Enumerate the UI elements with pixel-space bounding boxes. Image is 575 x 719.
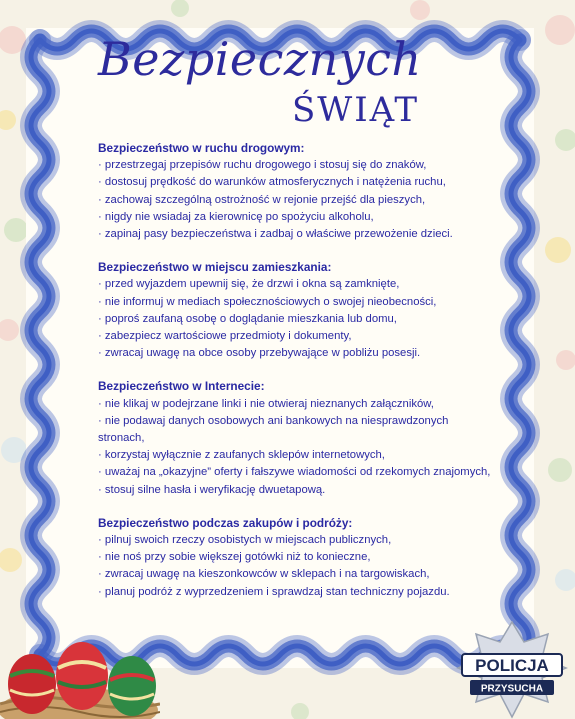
list-item: · przestrzegaj przepisów ruchu drogowego i stosuj się do znaków, <box>98 157 498 174</box>
tips-list <box>98 157 498 243</box>
section-heading: Bezpieczeństwo podczas zakupów i podróży: <box>98 515 353 530</box>
section-shopping-travel-safety <box>98 515 498 601</box>
easter-eggs-illustration <box>0 618 160 719</box>
list-item: · nie informuj w mediach społecznościowych o swojej nieobecności, <box>98 294 498 311</box>
title-line-2: ŚWIĄT <box>292 90 420 130</box>
list-item: · korzystaj wyłącznie z zaufanych sklepów internetowych, <box>98 447 498 464</box>
tips-list <box>98 396 498 499</box>
section-internet-safety <box>98 378 498 498</box>
list-item: · nie noś przy sobie większej gotówki niż to konieczne, <box>98 549 498 566</box>
list-item: · dostosuj prędkość do warunków atmosferycznych i natężenia ruchu, <box>98 174 498 191</box>
police-star-logo <box>450 620 575 719</box>
list-item: · zachowaj szczególną ostrożność w rejonie przejść dla pieszych, <box>98 192 498 209</box>
title-line-1: Bezpiecznych <box>98 32 422 86</box>
list-item: · zapinaj pasy bezpieczeństwa i zadbaj o właściwe przewożenie dzieci. <box>98 226 498 243</box>
list-item: · stosuj silne hasła i weryfikację dwuetapową. <box>98 482 498 499</box>
section-heading: Bezpieczeństwo w miejscu zamieszkania: <box>98 260 332 275</box>
logo-text-town: PRZYSUCHA <box>480 683 544 695</box>
section-road-safety <box>98 140 498 243</box>
logo-text-police: POLICJA <box>475 656 549 675</box>
section-heading: Bezpieczeństwo w Internecie: <box>98 379 265 394</box>
list-item: · pilnuj swoich rzeczy osobistych w miejscach publicznych, <box>98 532 498 549</box>
safety-tips <box>98 140 498 617</box>
list-item: · zabezpiecz wartościowe przedmioty i dokumenty, <box>98 328 498 345</box>
list-item: · poproś zaufaną osobę o doglądanie mieszkania lub domu, <box>98 311 498 328</box>
list-item: · nie podawaj danych osobowych ani bankowych na niesprawdzonych stronach, <box>98 413 498 447</box>
tips-list <box>98 532 498 601</box>
list-item: · nigdy nie wsiadaj za kierownicę po spożyciu alkoholu, <box>98 209 498 226</box>
list-item: · nie klikaj w podejrzane linki i nie otwieraj nieznanych załączników, <box>98 396 498 413</box>
section-home-safety <box>98 259 498 362</box>
list-item: · zwracaj uwagę na obce osoby przebywające w pobliżu posesji. <box>98 345 498 362</box>
list-item: · przed wyjazdem upewnij się, że drzwi i okna są zamknięte, <box>98 276 498 293</box>
list-item: · zwracaj uwagę na kieszonkowców w sklepach i na targowiskach, <box>98 566 498 583</box>
tips-list <box>98 276 498 362</box>
list-item: · uważaj na „okazyjne” oferty i fałszywe wiadomości od rzekomych znajomych, <box>98 464 498 481</box>
list-item: · planuj podróż z wyprzedzeniem i sprawdzaj stan techniczny pojazdu. <box>98 584 498 601</box>
section-heading: Bezpieczeństwo w ruchu drogowym: <box>98 141 305 155</box>
